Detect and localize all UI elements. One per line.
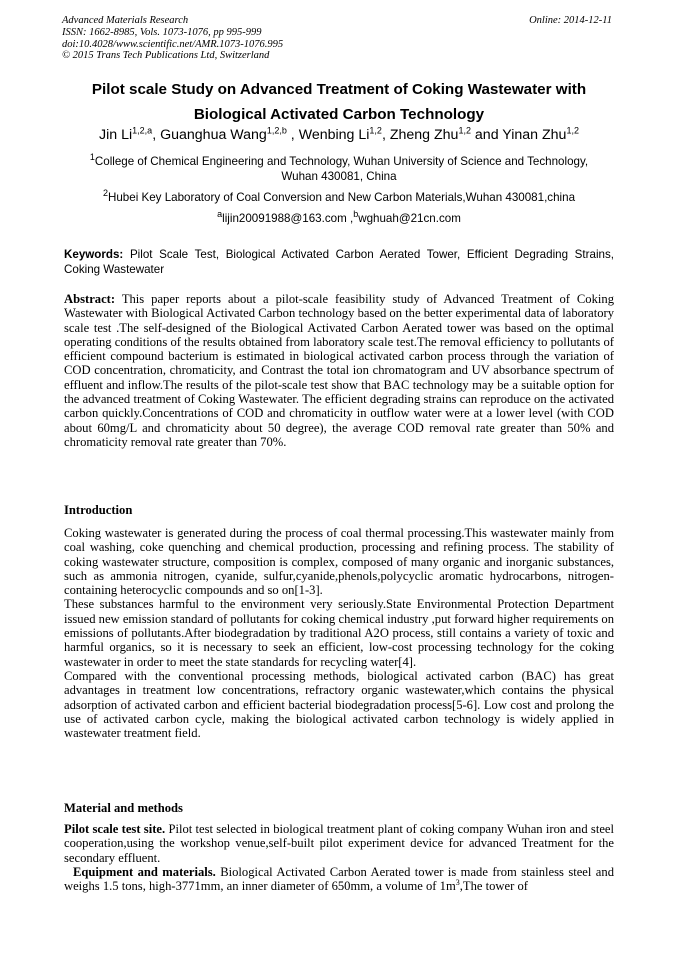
abstract-label: Abstract:: [64, 292, 116, 306]
author-list: Jin Li$^{1,2,a}$, Guanghua Wang$^{1,2,b}$ , Wenbing Li$^{1,2}$, Zheng Zhu$^{1,2}$ and Yinan Zhu$^{1,2}$: [99, 125, 579, 143]
paragraph: [64, 865, 614, 894]
paragraph: Compared with the conventional processing methods, biological activated carbon (BAC) has great advantages in treatment low concentrations, refractory organic wastewater,which contains the physical adsorption of activated carbon and efficient bacterial biodegradation process[5-6]. Low cost and prolong the use of activated carbon cycle, making the biological activated carbon technology is widely applied in wastewater treatment field.: [64, 668, 614, 741]
title-line-1: Pilot scale Study on Advanced Treatment of Coking Wastewater with: [91, 81, 587, 98]
section-heading-methods: Material and methods: [64, 801, 183, 815]
abstract-text: This paper reports about a pilot-scale feasibility study of Advanced Treatment of Coking Wastewater with Biological Activated Carbon technology based on the better experimental data of laboratory scale test .The self-designed of the Biological Activated Carbon Aerated tower was based on the optimal operating conditions of the results obtained from laboratory scale test.The removal efficiency to pollutants of efficient compound bacterium is estimated in biological activated carbon process through the variation of COD concentration, chromaticity, and Contrast the total ion chromatogram and UV absorbance spectrum of effluent and inflow.The results of the pilot-scale test show that BAC technology may be a suitable option for the advanced treatment of Coking Wastewater. The efficient degrading strains can reproduce on the activated carbon quickly.Concentrations of COD and chromaticity in outflow water were at a lower level (with COD about 60mg/L and chromaticity about 50 degree), the average COD removal rate greater than 50% and chromaticity removal rate greater than 70%.: [64, 292, 614, 449]
doi-line: doi:10.4028/www.scientific.net/AMR.1073-1076.995: [62, 38, 284, 50]
paragraph: [64, 822, 614, 865]
email-mark: b: [353, 209, 359, 220]
affiliation-2: [40, 188, 638, 206]
affiliation-text: College of Chemical Engineering and Technology, Wuhan University of Science and Technology,: [94, 155, 589, 168]
journal-name: Advanced Materials Research: [62, 15, 189, 26]
keywords-text: Pilot Scale Test, Biological Activated Carbon Aerated Tower, Efficient Degrading Strains, Coking Wastewater: [64, 248, 614, 276]
issn-line: ISSN: 1662-8985, Vols. 1073-1076, pp 995-999: [62, 26, 262, 38]
affiliation-text: Wuhan 430081, China: [281, 169, 397, 183]
paragraph-text: ,The tower of: [459, 879, 528, 894]
methods-section: [64, 822, 614, 893]
paragraph: Coking wastewater is generated during the process of coal thermal processing.This wastewater mainly from coal washing, coke quenching and chemical production, processing and refining process. The stability of coking wastewater structure, composition is complex, composed of many organic and inorganic substances, such as ammonia nitrogen, cyanide, sulfur,cyanide,phenols,polycyclic aromatic hydrocarbons, nitrogen-containing heterocyclic compounds and so on[1-3].: [64, 526, 614, 598]
author-affiliation-mark: 1,2: [458, 125, 471, 136]
affiliation-1: [40, 152, 638, 184]
online-date: Online: 2014-12-11: [529, 15, 612, 26]
author-name: Wenbing Li: [298, 127, 370, 143]
affiliation-mark: 1: [89, 152, 95, 163]
running-header: [62, 15, 612, 62]
subsection-label: Equipment and materials.: [73, 864, 216, 879]
superscript: 3: [455, 878, 460, 887]
author-affiliation-mark: 1,2,b: [266, 125, 287, 136]
copyright-line: © 2015 Trans Tech Publications Ltd, Switzerland: [62, 50, 270, 62]
paragraph-text: Biological Activated Carbon Aerated tower is made from stainless steel and weighs 1.5 tons, high-3771mm, an inner diameter of 650mm, a volume of 1m: [64, 864, 614, 894]
affiliation-text: Hubei Key Laboratory of Coal Conversion and New Carbon Materials,Wuhan 430081,china: [107, 191, 576, 204]
author-name: Yinan Zhu: [502, 127, 567, 143]
author-name: Zheng Zhu: [389, 127, 459, 143]
subsection-label: Pilot scale test site.: [64, 822, 166, 836]
abstract: [64, 292, 614, 449]
author-affiliation-mark: 1,2: [369, 125, 382, 136]
email-link[interactable]: lijin20091988@163.com: [222, 212, 347, 225]
author-affiliation-mark: 1,2: [566, 125, 579, 136]
keywords-label: Keywords:: [64, 248, 124, 261]
section-heading-introduction: Introduction: [64, 503, 133, 517]
author-emails: $^a$lijin20091988@163.com ,$^b$wghuah@21cn.com: [217, 209, 461, 225]
email-link[interactable]: wghuah@21cn.com: [358, 212, 461, 225]
email-mark: a: [217, 209, 223, 220]
affiliation-mark: 2: [102, 188, 108, 199]
keywords: [64, 248, 614, 277]
introduction-section: [64, 526, 614, 740]
author-name: Jin Li: [99, 127, 133, 143]
author-name: Guanghua Wang: [160, 127, 267, 143]
author-affiliation-mark: 1,2,a: [132, 125, 153, 136]
paragraph-text: Pilot test selected in biological treatment plant of coking company Wuhan iron and steel cooperation,using the workshop venue,self-built pilot experiment device for advanced Treatment for the secondary effluent.: [64, 822, 615, 865]
title-line-2: Biological Activated Carbon Technology: [193, 106, 485, 123]
paper-title: [40, 77, 638, 127]
paragraph: These substances harmful to the environment very seriously.State Environmental Protection Department issued new emission standard of pollutants for coking chemical industry ,put forward higher requirements on emissions of pollutants.After biodegradation by traditional A2O process, still contains a variety of toxic and harmful organics, so it is necessary to seek an efficient, low-cost processing technology for the coking wastewater in order to meet the state standards for recycling water[4].: [64, 597, 614, 669]
